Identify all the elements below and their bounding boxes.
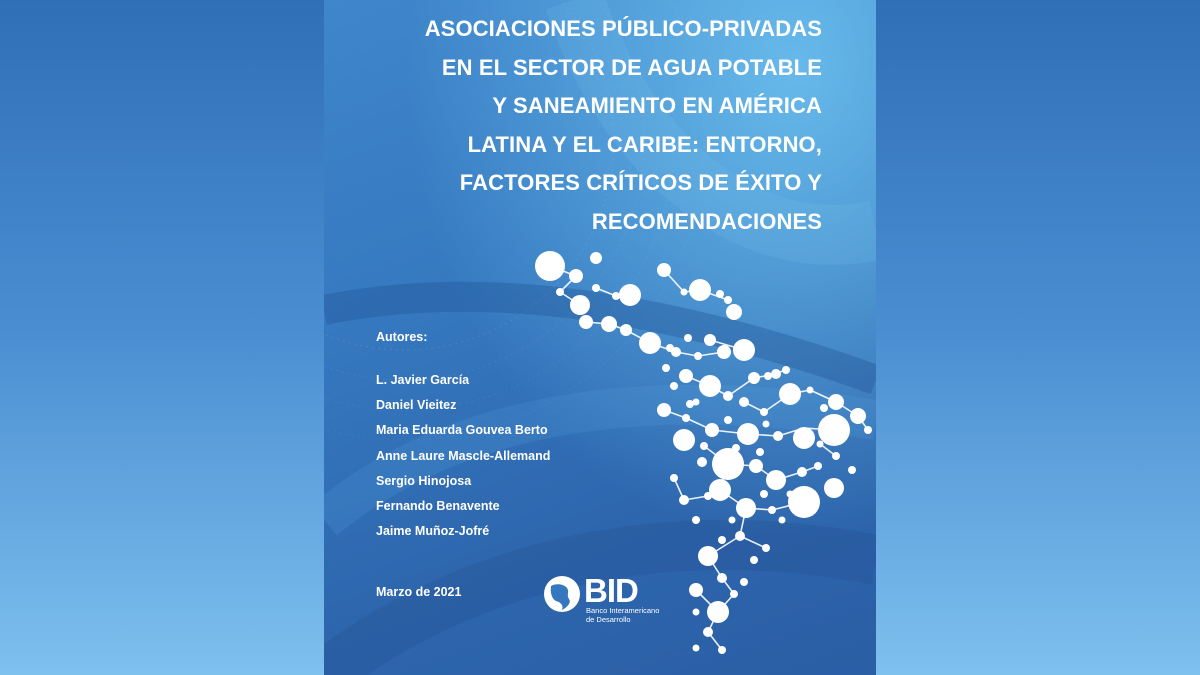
- title-line: ASOCIACIONES PÚBLICO-PRIVADAS: [424, 16, 822, 41]
- author-name: Sergio Hinojosa: [376, 473, 472, 488]
- bid-emblem-icon: [542, 574, 582, 614]
- title-line: Y SANEAMIENTO EN AMÉRICA: [492, 93, 822, 118]
- authors-label: Autores:: [376, 330, 428, 344]
- bid-name-line: Banco Interamericano: [586, 606, 660, 615]
- title-line: EN EL SECTOR DE AGUA POTABLE: [441, 54, 822, 80]
- authors-block: [376, 330, 550, 544]
- bid-name-line: de Desarrollo: [586, 615, 631, 624]
- author-name: Jaime Muñoz-Jofré: [376, 524, 490, 539]
- author-name: Anne Laure Mascle-Allemand: [376, 448, 551, 463]
- author-name: Fernando Benavente: [376, 498, 500, 513]
- document-cover: [324, 0, 876, 675]
- bid-logo-text: BID: [584, 572, 638, 609]
- authors-list: [376, 368, 550, 544]
- title-line: RECOMENDACIONES: [591, 208, 822, 234]
- publication-date: Marzo de 2021: [376, 585, 462, 599]
- author-name: L. Javier García: [376, 373, 470, 387]
- bid-full-name: [586, 606, 696, 624]
- title-line: LATINA Y EL CARIBE: ENTORNO,: [467, 131, 822, 157]
- author-name: Maria Eduarda Gouvea Berto: [376, 423, 548, 438]
- title-line: FACTORES CRÍTICOS DE ÉXITO Y: [459, 170, 822, 195]
- author-name: Daniel Vieitez: [376, 398, 457, 413]
- bid-logo: [542, 574, 692, 624]
